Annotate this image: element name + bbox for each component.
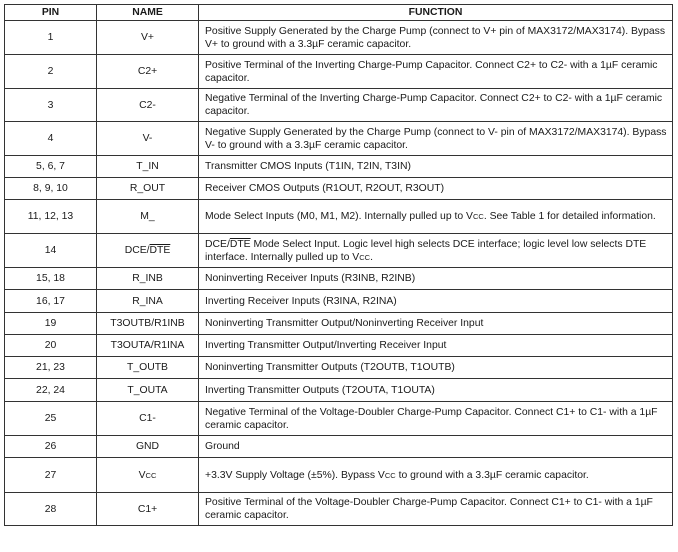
function-cell: Noninverting Receiver Inputs (R3INB, R2INB) — [199, 268, 673, 290]
function-cell: Ground — [199, 436, 673, 458]
table-row — [5, 200, 673, 234]
pin-cell: 20 — [5, 335, 97, 357]
function-cell: Negative Supply Generated by the Charge Pump (connect to V- pin of MAX3172/MAX3174). Bypass V- to ground with a 3.3µF ceramic capacitor. — [199, 122, 673, 156]
table-row — [5, 290, 673, 313]
function-text: Mode Select Input. Logic level high selects DCE interface; logic level low selects DTE interface. Internally pulled up to V — [205, 238, 647, 263]
table-row — [5, 436, 673, 458]
function-cell: Negative Terminal of the Inverting Charge-Pump Capacitor. Connect C2+ to C2- with a 1µF ceramic capacitor. — [199, 89, 673, 122]
function-text: DCE/ — [205, 238, 230, 250]
pin-cell: 26 — [5, 436, 97, 458]
pin-cell: 1 — [5, 21, 97, 55]
header-name: NAME — [97, 5, 199, 21]
table-row — [5, 55, 673, 89]
name-cell: T_IN — [97, 156, 199, 178]
vcc-subscript: CC — [472, 212, 484, 221]
table-row — [5, 156, 673, 178]
pin-cell: 27 — [5, 458, 97, 493]
function-cell: Inverting Transmitter Outputs (T2OUTA, T1OUTA) — [199, 379, 673, 402]
name-text: V — [138, 469, 146, 481]
function-cell: Negative Terminal of the Voltage-Doubler Charge-Pump Capacitor. Connect C1+ to C1- with a 1µF ceramic capacitor. — [199, 402, 673, 436]
name-cell: C2- — [97, 89, 199, 122]
name-cell — [97, 458, 199, 493]
pin-cell: 21, 23 — [5, 357, 97, 379]
name-cell: M_ — [97, 200, 199, 234]
dte-overline-text: $\overline{DTE}$ — [149, 245, 171, 256]
table-row — [5, 379, 673, 402]
name-text: DCE/ — [124, 245, 150, 256]
pin-cell: 5, 6, 7 — [5, 156, 97, 178]
function-cell: Positive Terminal of the Voltage-Doubler Charge-Pump Capacitor. Connect C1+ to C1- with a 1µF ceramic capacitor. — [199, 493, 673, 526]
name-cell: T_OUTB — [97, 357, 199, 379]
pin-cell: 2 — [5, 55, 97, 89]
function-cell: Noninverting Transmitter Outputs (T2OUTB, T1OUTB) — [199, 357, 673, 379]
name-cell: R_INA — [97, 290, 199, 313]
function-cell: Noninverting Transmitter Output/Noninverting Receiver Input — [199, 313, 673, 335]
name-cell: C1+ — [97, 493, 199, 526]
table-row — [5, 493, 673, 526]
function-cell: Positive Terminal of the Inverting Charge-Pump Capacitor. Connect C2+ to C2- with a 1µF ceramic capacitor. — [199, 55, 673, 89]
function-cell — [199, 234, 673, 268]
function-cell: Inverting Receiver Inputs (R3INA, R2INA) — [199, 290, 673, 313]
function-text: . — [370, 251, 373, 263]
dte-overline-text: $\overline{DTE}$ — [229, 238, 251, 250]
vcc-subscript: CC — [145, 470, 157, 480]
vcc-subscript: CC — [359, 252, 371, 262]
name-cell — [97, 234, 199, 268]
pin-cell: 22, 24 — [5, 379, 97, 402]
table-row — [5, 178, 673, 200]
pin-cell: 8, 9, 10 — [5, 178, 97, 200]
vcc-subscript: CC — [384, 470, 396, 480]
pin-cell: 3 — [5, 89, 97, 122]
table-row — [5, 122, 673, 156]
name-cell: C1- — [97, 402, 199, 436]
header-function: FUNCTION — [199, 5, 673, 21]
pin-cell: 19 — [5, 313, 97, 335]
name-cell: T3OUTA/R1INA — [97, 335, 199, 357]
header-pin: PIN — [5, 5, 97, 21]
name-cell: T_OUTA — [97, 379, 199, 402]
name-cell: R_OUT — [97, 178, 199, 200]
name-cell: V- — [97, 122, 199, 156]
pin-cell: 14 — [5, 234, 97, 268]
name-cell: GND — [97, 436, 199, 458]
table-row — [5, 402, 673, 436]
table-row — [5, 357, 673, 379]
table-row — [5, 458, 673, 493]
name-cell: C2+ — [97, 55, 199, 89]
function-text: Mode Select Inputs (M0, M1, M2). Internally pulled up to V — [205, 211, 473, 222]
pin-cell: 11, 12, 13 — [5, 200, 97, 234]
pin-cell: 28 — [5, 493, 97, 526]
function-cell: Receiver CMOS Outputs (R1OUT, R2OUT, R3OUT) — [199, 178, 673, 200]
name-cell: T3OUTB/R1INB — [97, 313, 199, 335]
function-cell: Inverting Transmitter Output/Inverting Receiver Input — [199, 335, 673, 357]
name-cell: R_INB — [97, 268, 199, 290]
table-row — [5, 268, 673, 290]
function-text: to ground with a 3.3µF ceramic capacitor. — [395, 469, 589, 481]
table-row — [5, 313, 673, 335]
pin-cell: 15, 18 — [5, 268, 97, 290]
pin-description-table — [4, 4, 673, 526]
pin-cell: 16, 17 — [5, 290, 97, 313]
function-cell — [199, 200, 673, 234]
table-header-row — [5, 5, 673, 21]
table-row — [5, 234, 673, 268]
function-cell: Transmitter CMOS Inputs (T1IN, T2IN, T3IN) — [199, 156, 673, 178]
function-text: +3.3V Supply Voltage (±5%). Bypass V — [205, 469, 385, 481]
function-cell: Positive Supply Generated by the Charge Pump (connect to V+ pin of MAX3172/MAX3174). Bypass V+ to ground with a 3.3µF ceramic capacitor. — [199, 21, 673, 55]
function-text: . See Table 1 for detailed information. — [483, 211, 656, 222]
function-cell — [199, 458, 673, 493]
pin-cell: 25 — [5, 402, 97, 436]
table-row — [5, 335, 673, 357]
pin-cell: 4 — [5, 122, 97, 156]
name-cell: V+ — [97, 21, 199, 55]
table-row — [5, 89, 673, 122]
table-row — [5, 21, 673, 55]
